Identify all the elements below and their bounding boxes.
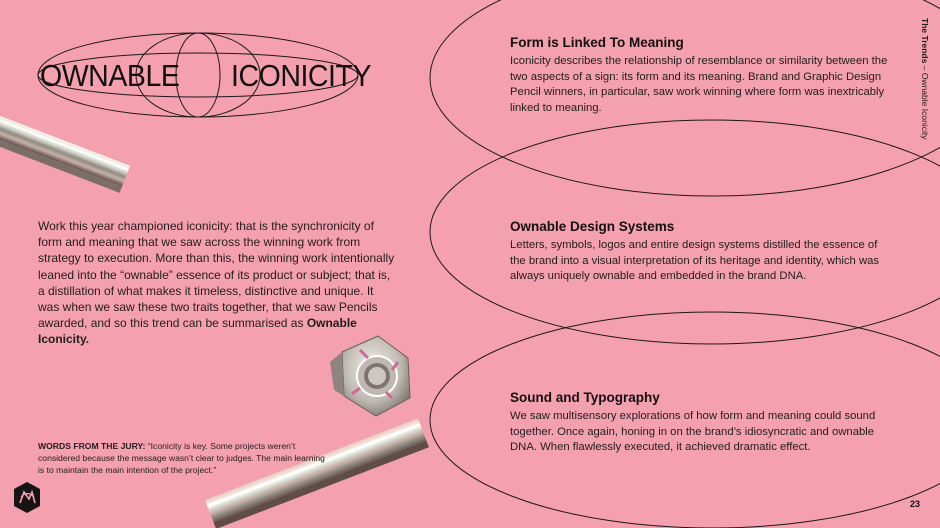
section-title: Sound and Typography bbox=[510, 390, 660, 405]
side-label-section: The Trends bbox=[920, 18, 930, 64]
section-title: Ownable Design Systems bbox=[510, 219, 675, 234]
title-word-iconicity: ICONICITY bbox=[231, 58, 372, 93]
title-word-ownable: OWNABLE bbox=[40, 58, 180, 93]
jury-label: WORDS FROM THE JURY: bbox=[38, 441, 146, 451]
jury-quote-text: “Iconicity is key. Some projects weren’t considered because the message wasn’t clear to judges. The main learning is to maintain the main intention of the project.” bbox=[38, 441, 325, 476]
section-ownable-design-systems bbox=[510, 219, 895, 285]
section-form-linked-to-meaning bbox=[510, 35, 895, 116]
side-label-topic: Ownable Iconicity bbox=[920, 72, 930, 140]
brand-logo-icon bbox=[14, 482, 40, 513]
section-body: Letters, symbols, logos and entire design systems distilled the essence of the brand into a visual interpretation of its heritage and identity, which was always uniquely ownable and embedded in the brand DNA. bbox=[510, 239, 880, 282]
section-title: Form is Linked To Meaning bbox=[510, 35, 684, 50]
section-sound-and-typography bbox=[510, 390, 895, 456]
side-section-label bbox=[910, 18, 930, 168]
section-body: Iconicity describes the relationship of resemblance or similarity between the two aspects of a sign: its form and its meaning. Brand and Graphic Design Pencil winners, in particular, saw work winning where form was inextricably linked to meaning. bbox=[510, 55, 888, 114]
intro-paragraph bbox=[38, 218, 398, 348]
side-label-separator: – bbox=[920, 65, 930, 71]
section-body: We saw multisensory explorations of how form and meaning could sound together. Once again, honing in on the brand’s idiosyncratic and ownable DNA. When flawlessly executed, it achieved dramatic effect. bbox=[510, 410, 876, 453]
intro-text: Work this year championed iconicity: that is the synchronicity of form and meaning that we saw across the winning work from strategy to execution. More than this, the winning work intentionally leaned into the “ownable” essence of its product or subject; that is, a distillation of what makes it timeless, distinctive and unique. It was when we saw these two traits together, that we saw Pencils awarded, and so this trend can be summarised as bbox=[38, 219, 395, 331]
intro-emphasis: Ownable Iconicity. bbox=[38, 316, 357, 347]
jury-quote bbox=[38, 440, 328, 477]
hex-nut bbox=[330, 336, 410, 416]
page-number: 23 bbox=[910, 499, 921, 509]
metal-bar-top bbox=[0, 112, 130, 193]
